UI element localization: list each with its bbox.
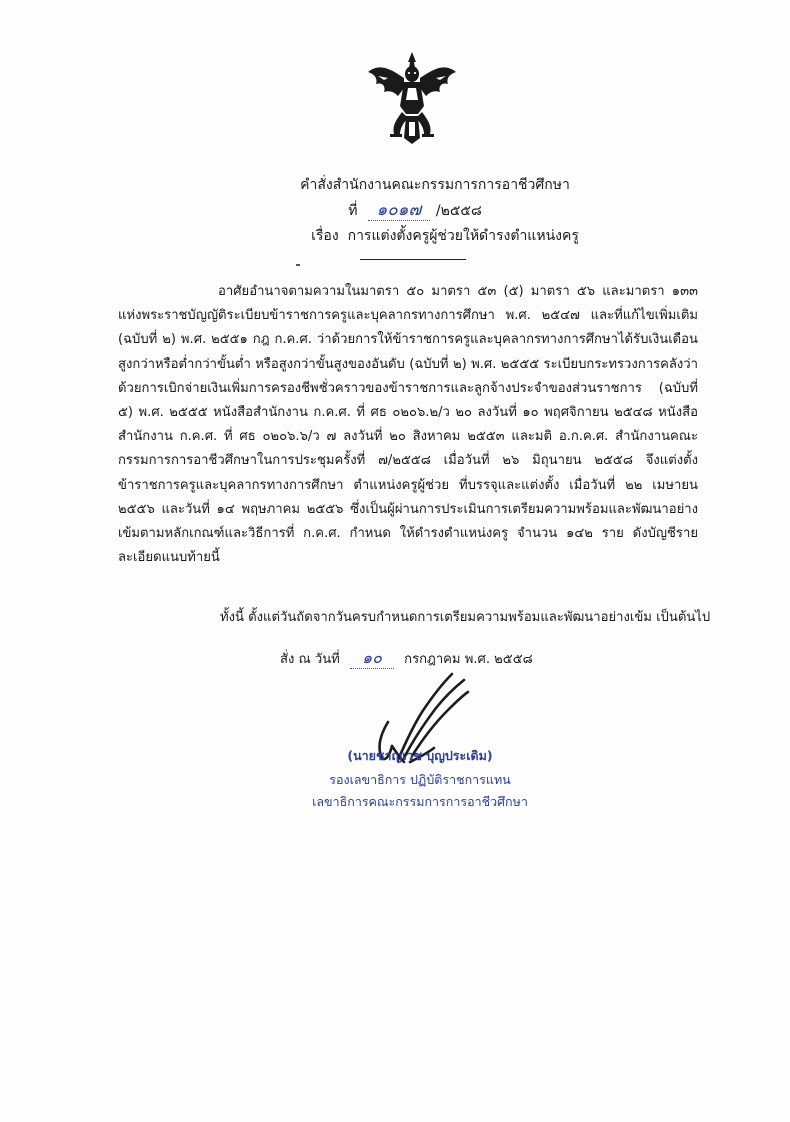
order-year: /๒๕๕๘ bbox=[435, 203, 482, 219]
header-divider bbox=[360, 259, 466, 260]
subject-label: เรื่อง bbox=[311, 228, 339, 244]
order-body bbox=[118, 280, 698, 570]
signer-name: (นายชาญเวช บุญประเดิม) bbox=[347, 748, 493, 763]
garuda-emblem-icon bbox=[362, 48, 462, 148]
signer-position-acting: รองเลขาธิการ ปฏิบัติราชการแทน bbox=[329, 772, 511, 787]
subject-line bbox=[50, 226, 790, 246]
order-title: คำสั่งสำนักงานคณะกรรมการการอาชีวศึกษา bbox=[300, 177, 570, 193]
order-number-line bbox=[20, 200, 790, 221]
signer-position-secretary-general: เลขาธิการคณะกรรมการการอาชีวศึกษา bbox=[312, 794, 528, 809]
order-number-handwritten: ๑๐๑๗ bbox=[368, 200, 430, 221]
number-prefix: ที่ bbox=[348, 203, 358, 219]
subject-text: การแต่งตั้งครูผู้ช่วยให้ดำรงตำแหน่งครู bbox=[347, 228, 579, 244]
date-prefix: สั่ง ณ วันที่ bbox=[280, 652, 340, 667]
closing-paragraph: ทั้งนี้ ตั้งแต่วันถัดจากวันครบกำหนดการเตรียมความพร้อมและพัฒนาอย่างเข้ม เป็นต้นไป bbox=[220, 610, 711, 625]
stray-mark bbox=[296, 264, 300, 266]
date-month-year: กรกฎาคม พ.ศ. ๒๕๕๘ bbox=[404, 652, 533, 667]
date-day-handwritten: ๑๐ bbox=[350, 648, 394, 669]
main-paragraph: อาศัยอำนาจตามความในมาตรา ๕๐ มาตรา ๕๓ (๕) มาตรา ๕๖ และมาตรา ๑๓๓ แห่งพระราชบัญญัติระเบียบข้าราชการครูและบุคลากรทางการศึกษา พ.ศ. ๒๕๔๗ และที่แก้ไขเพิ่มเติม (ฉบับที่ ๒) พ.ศ. ๒๕๕๑ กฎ ก.ค.ศ. ว่าด้วยการให้ข้าราชการครูและบุคลากรทางการศึกษาได้รับเงินเดือนสูงกว่าหรือต่ำกว่าขั้นต่ำ หรือสูงกว่าขั้นสูงของอันดับ (ฉบับที่ ๒) พ.ศ. ๒๕๕๕ ระเบียบกระทรวงการคลังว่าด้วยการเบิกจ่ายเงินเพิ่มการครองชีพชั่วคราวของข้าราชการและลูกจ้างประจำของส่วนราชการ (ฉบับที่ ๕) พ.ศ. ๒๕๕๕ หนังสือสำนักงาน ก.ค.ศ. ที่ ศธ ๐๒๐๖.๒/ว ๒๐ ลงวันที่ ๑๐ พฤศจิกายน ๒๕๔๘ หนังสือสำนักงาน ก.ค.ศ. ที่ ศธ ๐๒๐๖.๖/ว ๗ ลงวันที่ ๒๐ สิงหาคม ๒๕๕๓ และมติ อ.ก.ค.ศ. สำนักงานคณะกรรมการการอาชีวศึกษาในการประชุมครั้งที่ ๗/๒๕๕๘ เมื่อวันที่ ๒๖ มิถุนายน ๒๕๕๘ จึงแต่งตั้งข้าราชการครูและบุคลากรทางการศึกษา ตำแหน่งครูผู้ช่วย ที่บรรจุและแต่งตั้ง เมื่อวันที่ ๒๒ เมษายน ๒๕๕๖ และวันที่ ๑๔ พฤษภาคม ๒๕๕๖ ซึ่งเป็นผู้ผ่านการประเมินการเตรียมความพร้อมและพัฒนาอย่างเข้มตามหลักเกณฑ์และวิธีการที่ ก.ค.ศ. กำหนด ให้ดำรงตำแหน่งครู จำนวน ๑๔๒ ราย ดังบัญชีรายละเอียดแนบท้ายนี้ bbox=[118, 284, 698, 566]
